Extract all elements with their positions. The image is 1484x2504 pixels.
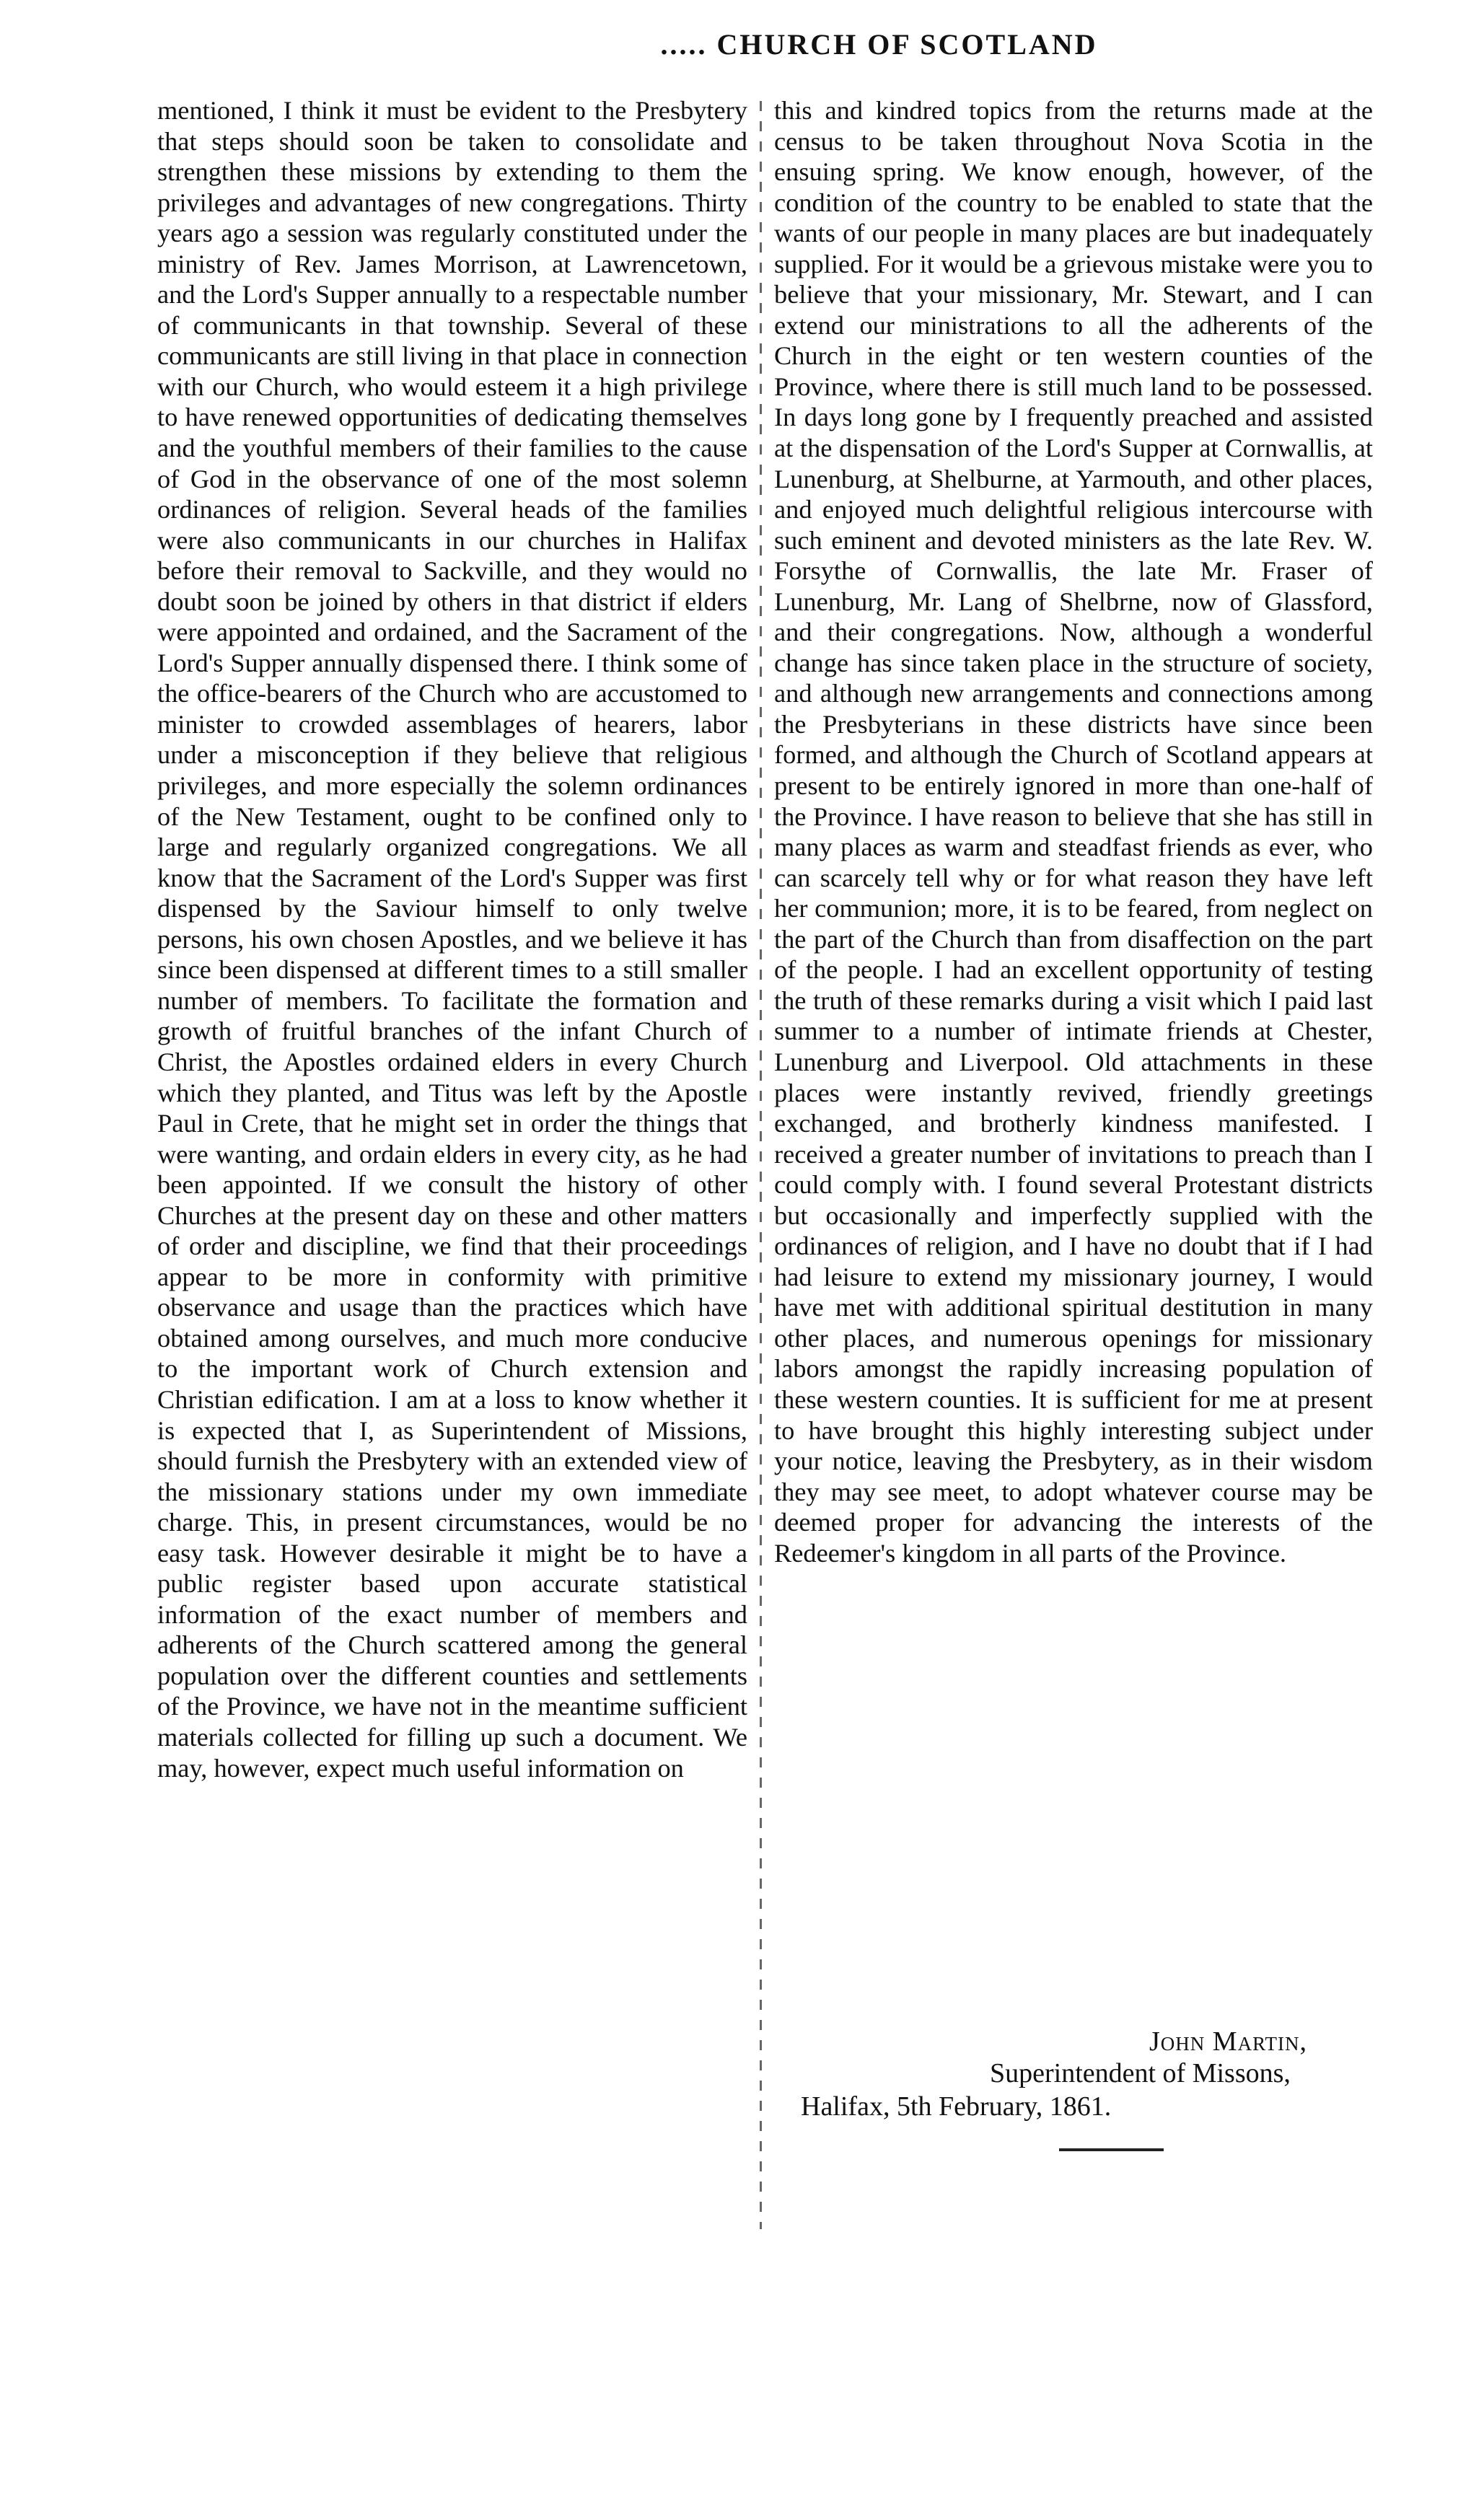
running-header bbox=[0, 27, 1484, 71]
signature-name: John Martin, bbox=[1149, 2026, 1307, 2057]
column-divider bbox=[760, 101, 762, 2229]
right-column-text: this and kindred topics from the returns made at the census to be taken throughout Nova Scotia in the ensuing spring. We know enough, however, of the condition of the country to be enabled to state that the wants of our people in many places are but inadequately supplied. For it would be a grievous mistake were you to believe that your missionary, Mr. Stewart, and I can extend our ministrations to all the adherents of the Church in the eight or ten western counties of the Province, where there is still much land to be possessed. In days long gone by I frequently preached and assisted at the dispensation of the Lord's Supper at Cornwallis, at Lunenburg, at Shelburne, at Yarmouth, and other places, and enjoyed much delightful religious intercourse with such eminent and devoted ministers as the late Rev. W. Forsythe of Cornwallis, the late Mr. Fraser of Lunenburg, Mr. Lang of Shelbrne, now of Glassford, and their congregations. Now, although a wonderful change has since taken place in the structure of society, and although new arrangements and connections among the Presbyterians in these districts have since been formed, and although the Church of Scotland appears at present to be entirely ignored in more than one-half of the Province. I have reason to believe that she has still in many places as warm and steadfast friends as ever, who can scarcely tell why or for what reason they have left her communion; more, it is to be feared, from neglect on the part of the Church than from disaffection on the part of the people. I had an excellent opportunity of testing the truth of these remarks during a visit which I paid last summer to a number of intimate friends at Chester, Lunenburg and Liverpool. Old attachments in these places were instantly revived, friendly greetings exchanged, and brotherly kindness manifested. I received a greater number of invitations to preach than I could comply with. I found several Protestant districts but occasionally and imperfectly supplied with the ordinances of religion, and I have no doubt that if I had had leisure to extend my missionary journey, I would have met with additional spiritual destitution in many other places, and numerous openings for missionary labors amongst the rapidly increasing population of these western counties. It is sufficient for me at present to have brought this highly interesting subject under your notice, leaving the Presbytery, as in their wisdom they may see meet, to adopt whatever course may be deemed proper for advancing the interests of the Redeemer's kingdom in all parts of the Province. bbox=[774, 96, 1373, 1568]
signature-title: Superintendent of Missons, bbox=[990, 2058, 1291, 2088]
article-right-column bbox=[774, 95, 1373, 1568]
article-left-column bbox=[157, 95, 747, 1783]
signature-place-date: Halifax, 5th February, 1861. bbox=[801, 2091, 1112, 2122]
running-header-title: ..... CHURCH OF SCOTLAND bbox=[660, 28, 1098, 61]
left-column-text: mentioned, I think it must be evident to the Presbytery that steps should soon be taken to consolidate and strengthen these missions by extending to them the privileges and advantages of new congregations. Thirty years ago a session was regularly constituted under the ministry of Rev. James Morrison, at Lawrencetown, and the Lord's Supper annually to a respectable number of communicants in that township. Several of these communicants are still living in that place in connection with our Church, who would esteem it a high privilege to have renewed opportunities of dedicating themselves and the youthful members of their families to the cause of God in the observance of one of the most solemn ordinances of religion. Several heads of the families were also communicants in our churches in Halifax before their removal to Sackville, and they would no doubt soon be joined by others in that district if elders were appointed and ordained, and the Sacrament of the Lord's Supper annually dispensed there. I think some of the office-bearers of the Church who are accustomed to minister to crowded assemblages of hearers, labor under a misconception if they believe that religious privileges, and more especially the solemn ordinances of the New Testament, ought to be confined only to large and regularly organized congregations. We all know that the Sacrament of the Lord's Supper was first dispensed by the Saviour himself to only twelve persons, his own chosen Apostles, and we believe it has since been dispensed at different times to a still smaller number of members. To facilitate the formation and growth of fruitful branches of the infant Church of Christ, the Apostles ordained elders in every Church which they planted, and Titus was left by the Apostle Paul in Crete, that he might set in order the things that were wanting, and ordain elders in every city, as he had been appointed. If we consult the history of other Churches at the present day on these and other matters of order and discipline, we find that their proceedings appear to be more in conformity with primitive observance and usage than the practices which have obtained among ourselves, and much more conducive to the important work of Church extension and Christian edification. I am at a loss to know whether it is expected that I, as Superintendent of Missions, should furnish the Presbytery with an extended view of the missionary stations under my own immediate charge. This, in present circumstances, would be no easy task. However desirable it might be to have a public register based upon accurate statistical information of the exact number of members and adherents of the Church scattered among the general population over the different counties and settlements of the Province, we have not in the meantime sufficient materials collected for filling up such a document. We may, however, expect much useful information on bbox=[157, 96, 747, 1783]
end-rule bbox=[1059, 2148, 1164, 2151]
